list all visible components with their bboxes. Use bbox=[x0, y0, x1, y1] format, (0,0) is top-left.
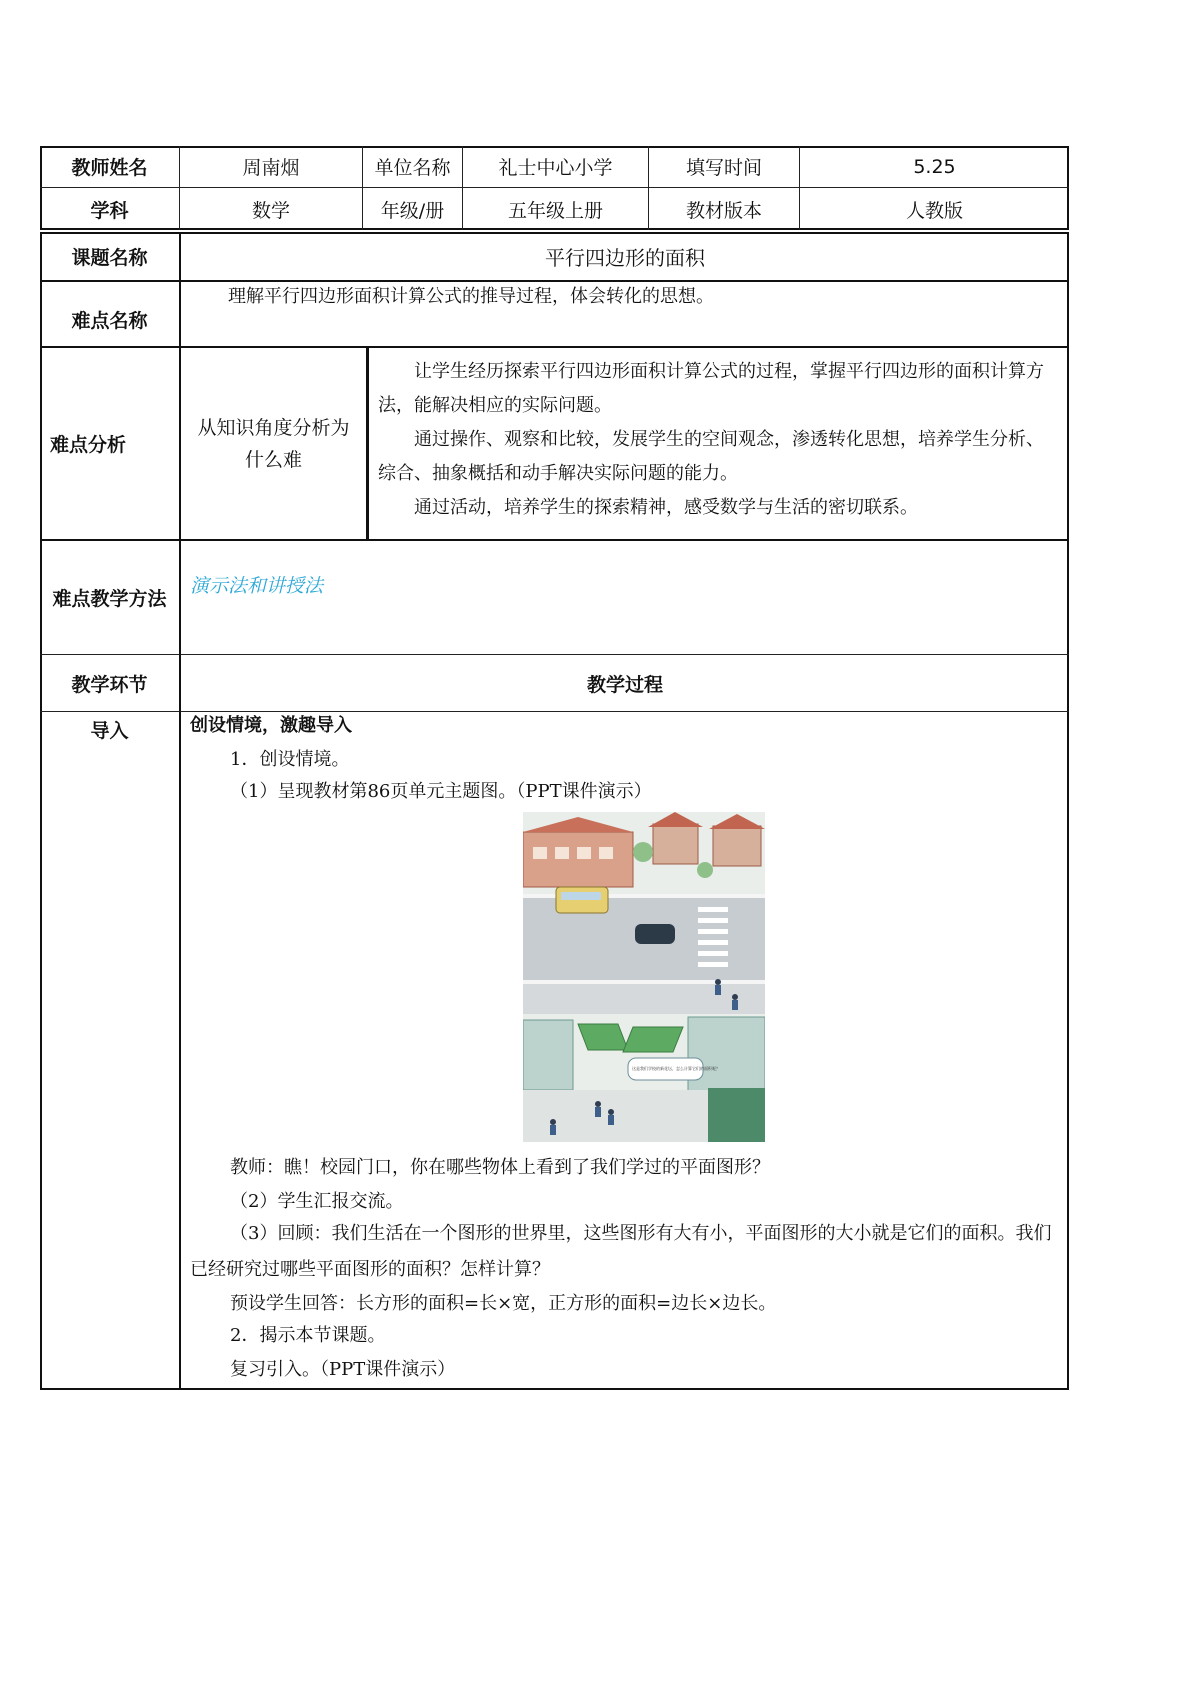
stage-header: 教学环节 bbox=[40, 655, 181, 712]
analysis-label: 难点分析 bbox=[40, 348, 181, 541]
process-header: 教学过程 bbox=[181, 655, 1069, 712]
speech-bubble-text: 这是我们学校的新花坛，怎么计算它们的面积呢？ bbox=[632, 1066, 720, 1071]
intro-line: （1）呈现教材第86页单元主题图。（PPT课件演示） bbox=[230, 781, 652, 802]
campus-illustration bbox=[523, 812, 765, 1142]
analysis-sub-label: 从知识角度分析为什么难 bbox=[181, 348, 369, 541]
intro-stage: 导入 bbox=[40, 712, 181, 1390]
unit-label: 单位名称 bbox=[363, 146, 463, 188]
teacher-value: 周南烟 bbox=[180, 146, 363, 188]
intro-line: 预设学生回答：长方形的面积=长×宽，正方形的面积=边长×边长。 bbox=[230, 1293, 777, 1314]
subject-value: 数学 bbox=[180, 188, 363, 230]
intro-heading: 创设情境，激趣导入 bbox=[190, 715, 352, 736]
intro-paragraph: （3）回顾：我们生活在一个图形的世界里，这些图形有大有小，平面图形的大小就是它们的面积。我们已经研究过哪些平面图形的面积？怎样计算？ bbox=[190, 1223, 1052, 1280]
difficulty-value: 理解平行四边形面积计算公式的推导过程，体会转化的思想。 bbox=[228, 286, 714, 307]
teacher-label: 教师姓名 bbox=[40, 146, 180, 188]
method-value: 演示法和讲授法 bbox=[190, 575, 324, 597]
method-label: 难点教学方法 bbox=[40, 541, 181, 655]
intro-line: 教师：瞧！校园门口，你在哪些物体上看到了我们学过的平面图形？ bbox=[230, 1157, 770, 1178]
date-value: 5.25 bbox=[800, 146, 1069, 188]
analysis-paragraph: 通过活动，培养学生的探索精神，感受数学与生活的密切联系。 bbox=[414, 497, 918, 518]
subject-label: 学科 bbox=[40, 188, 180, 230]
analysis-paragraph: 让学生经历探索平行四边形面积计算公式的过程，掌握平行四边形的面积计算方法，能解决相应的实际问题。 bbox=[378, 361, 1044, 416]
date-label: 填写时间 bbox=[649, 146, 800, 188]
intro-line: 1．创设情境。 bbox=[230, 749, 350, 770]
grade-value: 五年级上册 bbox=[463, 188, 649, 230]
intro-line: 复习引入。（PPT课件演示） bbox=[230, 1359, 456, 1380]
analysis-paragraphs bbox=[378, 355, 1058, 525]
topic-value: 平行四边形的面积 bbox=[181, 232, 1069, 282]
analysis-paragraph: 通过操作、观察和比较，发展学生的空间观念，渗透转化思想，培养学生分析、综合、抽象概括和动手解决实际问题的能力。 bbox=[378, 429, 1044, 484]
topic-label: 课题名称 bbox=[40, 232, 181, 282]
unit-value: 礼士中心小学 bbox=[463, 146, 649, 188]
intro-line: （2）学生汇报交流。 bbox=[230, 1191, 404, 1212]
grade-label: 年级/册 bbox=[363, 188, 463, 230]
edition-label: 教材版本 bbox=[649, 188, 800, 230]
intro-line: 2．揭示本节课题。 bbox=[230, 1325, 386, 1346]
edition-value: 人教版 bbox=[905, 199, 963, 222]
campus-scene bbox=[523, 812, 765, 1142]
difficulty-label: 难点名称 bbox=[40, 282, 181, 348]
